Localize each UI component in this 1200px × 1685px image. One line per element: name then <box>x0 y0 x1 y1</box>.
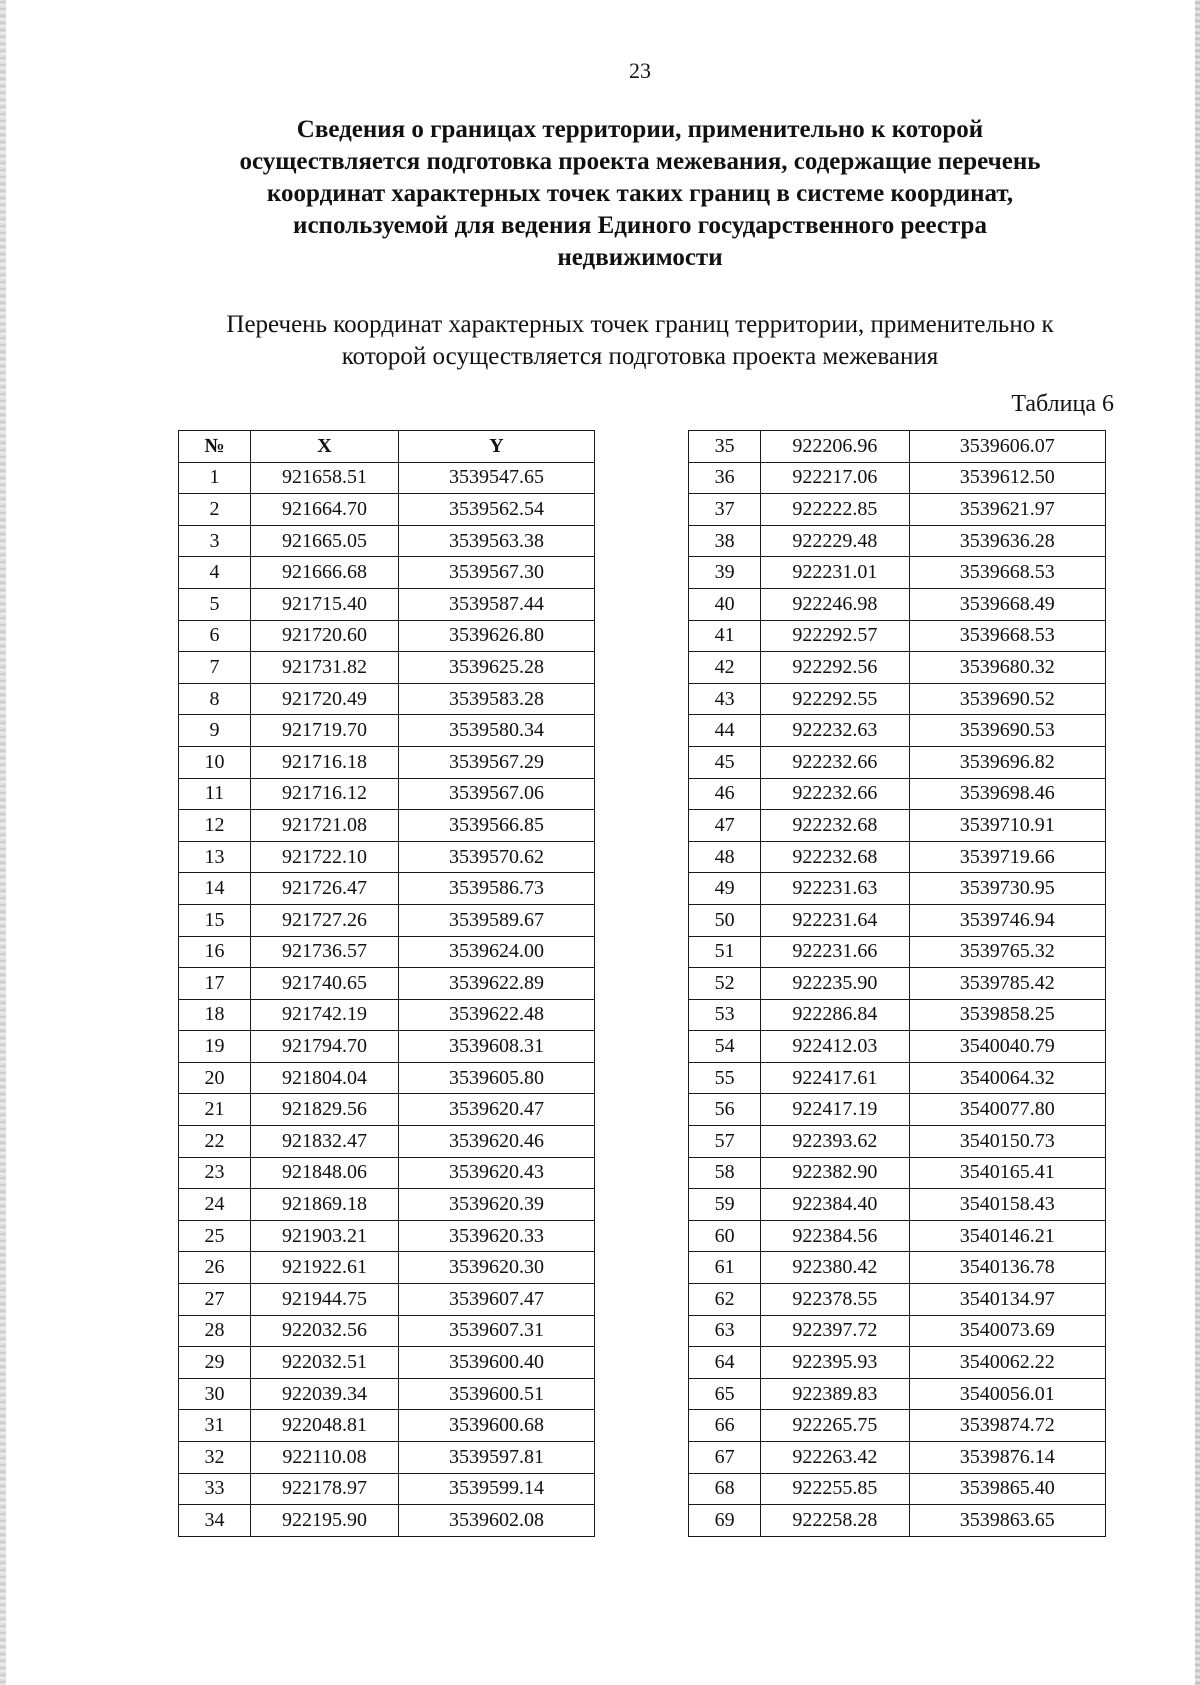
y-coordinate-cell: 3539580.34 <box>399 715 595 747</box>
x-coordinate-cell: 922292.56 <box>761 652 909 684</box>
point-number-cell: 13 <box>179 841 251 873</box>
y-coordinate-cell: 3539710.91 <box>909 810 1105 842</box>
y-coordinate-cell: 3539567.06 <box>399 778 595 810</box>
point-number-cell: 6 <box>179 620 251 652</box>
point-number-cell: 5 <box>179 588 251 620</box>
y-coordinate-cell: 3539696.82 <box>909 746 1105 778</box>
point-number-cell: 28 <box>179 1315 251 1347</box>
x-coordinate-cell: 922246.98 <box>761 588 909 620</box>
x-coordinate-cell: 921664.70 <box>251 494 399 526</box>
point-number-cell: 35 <box>689 431 761 463</box>
point-number-cell: 25 <box>179 1220 251 1252</box>
table-row <box>689 683 1106 715</box>
x-coordinate-cell: 921848.06 <box>251 1157 399 1189</box>
heading-line: используемой для ведения Единого государственного реестра <box>293 212 987 239</box>
table-row <box>179 1315 595 1347</box>
x-coordinate-cell: 922232.66 <box>761 778 909 810</box>
x-coordinate-cell: 921740.65 <box>251 968 399 1000</box>
x-coordinate-cell: 921804.04 <box>251 1062 399 1094</box>
y-coordinate-cell: 3539620.30 <box>399 1252 595 1284</box>
table-row <box>689 1315 1106 1347</box>
y-coordinate-cell: 3539566.85 <box>399 810 595 842</box>
x-coordinate-cell: 921665.05 <box>251 525 399 557</box>
table-row <box>689 746 1106 778</box>
point-number-cell: 20 <box>179 1062 251 1094</box>
y-coordinate-cell: 3539765.32 <box>909 936 1105 968</box>
table-row <box>179 1252 595 1284</box>
table-row <box>179 1189 595 1221</box>
y-coordinate-cell: 3539785.42 <box>909 968 1105 1000</box>
point-number-cell: 43 <box>689 683 761 715</box>
y-coordinate-cell: 3540150.73 <box>909 1126 1105 1158</box>
y-coordinate-cell: 3539690.53 <box>909 715 1105 747</box>
table-row <box>689 1505 1106 1537</box>
table-row <box>689 494 1106 526</box>
y-coordinate-cell: 3539620.43 <box>399 1157 595 1189</box>
point-number-cell: 54 <box>689 1031 761 1063</box>
x-coordinate-cell: 921720.60 <box>251 620 399 652</box>
heading-line: координат характерных точек таких границ в системе координат, <box>266 180 1014 207</box>
table-row <box>689 620 1106 652</box>
point-number-cell: 18 <box>179 999 251 1031</box>
y-coordinate-cell: 3539612.50 <box>909 462 1105 494</box>
point-number-cell: 61 <box>689 1252 761 1284</box>
x-coordinate-cell: 921829.56 <box>251 1094 399 1126</box>
point-number-cell: 46 <box>689 778 761 810</box>
x-coordinate-cell: 922229.48 <box>761 525 909 557</box>
table-row <box>179 1505 595 1537</box>
table-row <box>179 1094 595 1126</box>
table-row <box>179 652 595 684</box>
header-y: Y <box>399 431 595 463</box>
table-row <box>179 1031 595 1063</box>
x-coordinate-cell: 922389.83 <box>761 1378 909 1410</box>
table-row <box>689 1220 1106 1252</box>
y-coordinate-cell: 3539620.47 <box>399 1094 595 1126</box>
y-coordinate-cell: 3539636.28 <box>909 525 1105 557</box>
point-number-cell: 9 <box>179 715 251 747</box>
y-coordinate-cell: 3539563.38 <box>399 525 595 557</box>
x-coordinate-cell: 921736.57 <box>251 936 399 968</box>
x-coordinate-cell: 921716.18 <box>251 746 399 778</box>
y-coordinate-cell: 3539600.40 <box>399 1347 595 1379</box>
point-number-cell: 17 <box>179 968 251 1000</box>
x-coordinate-cell: 922206.96 <box>761 431 909 463</box>
y-coordinate-cell: 3539620.46 <box>399 1126 595 1158</box>
y-coordinate-cell: 3540165.41 <box>909 1157 1105 1189</box>
table-row <box>179 525 595 557</box>
point-number-cell: 42 <box>689 652 761 684</box>
table-row <box>179 1220 595 1252</box>
y-coordinate-cell: 3539600.51 <box>399 1378 595 1410</box>
point-number-cell: 2 <box>179 494 251 526</box>
header-x: X <box>251 431 399 463</box>
x-coordinate-cell: 922286.84 <box>761 999 909 1031</box>
table-row <box>689 462 1106 494</box>
point-number-cell: 64 <box>689 1347 761 1379</box>
x-coordinate-cell: 921727.26 <box>251 904 399 936</box>
point-number-cell: 41 <box>689 620 761 652</box>
y-coordinate-cell: 3540136.78 <box>909 1252 1105 1284</box>
y-coordinate-cell: 3539607.31 <box>399 1315 595 1347</box>
y-coordinate-cell: 3539668.53 <box>909 557 1105 589</box>
y-coordinate-cell: 3539624.00 <box>399 936 595 968</box>
x-coordinate-cell: 922048.81 <box>251 1410 399 1442</box>
x-coordinate-cell: 922231.66 <box>761 936 909 968</box>
list-subheading <box>160 309 1120 373</box>
x-coordinate-cell: 922417.19 <box>761 1094 909 1126</box>
x-coordinate-cell: 921719.70 <box>251 715 399 747</box>
subheading-line: Перечень координат характерных точек границ территории, применительно к <box>226 311 1054 338</box>
point-number-cell: 12 <box>179 810 251 842</box>
table-row <box>689 936 1106 968</box>
x-coordinate-cell: 922032.51 <box>251 1347 399 1379</box>
y-coordinate-cell: 3539719.66 <box>909 841 1105 873</box>
point-number-cell: 14 <box>179 873 251 905</box>
x-coordinate-cell: 921715.40 <box>251 588 399 620</box>
x-coordinate-cell: 922382.90 <box>761 1157 909 1189</box>
table-row <box>689 1347 1106 1379</box>
table-row <box>689 810 1106 842</box>
point-number-cell: 19 <box>179 1031 251 1063</box>
table-row <box>179 936 595 968</box>
x-coordinate-cell: 921666.68 <box>251 557 399 589</box>
y-coordinate-cell: 3539625.28 <box>399 652 595 684</box>
point-number-cell: 4 <box>179 557 251 589</box>
y-coordinate-cell: 3539668.53 <box>909 620 1105 652</box>
point-number-cell: 63 <box>689 1315 761 1347</box>
header-number: № <box>179 431 251 463</box>
y-coordinate-cell: 3539730.95 <box>909 873 1105 905</box>
x-coordinate-cell: 921722.10 <box>251 841 399 873</box>
table-row <box>689 1378 1106 1410</box>
y-coordinate-cell: 3540056.01 <box>909 1378 1105 1410</box>
table-row <box>689 588 1106 620</box>
point-number-cell: 51 <box>689 936 761 968</box>
x-coordinate-cell: 921869.18 <box>251 1189 399 1221</box>
scan-edge-left <box>0 0 6 1685</box>
table-row <box>689 1284 1106 1316</box>
heading-line: Сведения о границах территории, применительно к которой <box>296 116 984 143</box>
subheading-line: которой осуществляется подготовка проекта межевания <box>341 343 939 370</box>
heading-line: осуществляется подготовка проекта межевания, содержащие перечень <box>239 148 1041 175</box>
x-coordinate-cell: 922397.72 <box>761 1315 909 1347</box>
point-number-cell: 59 <box>689 1189 761 1221</box>
point-number-cell: 52 <box>689 968 761 1000</box>
x-coordinate-cell: 922412.03 <box>761 1031 909 1063</box>
y-coordinate-cell: 3539746.94 <box>909 904 1105 936</box>
table-row <box>179 873 595 905</box>
point-number-cell: 33 <box>179 1473 251 1505</box>
point-number-cell: 8 <box>179 683 251 715</box>
point-number-cell: 34 <box>179 1505 251 1537</box>
table-row <box>179 588 595 620</box>
y-coordinate-cell: 3539547.65 <box>399 462 595 494</box>
y-coordinate-cell: 3539876.14 <box>909 1442 1105 1474</box>
point-number-cell: 56 <box>689 1094 761 1126</box>
y-coordinate-cell: 3539874.72 <box>909 1410 1105 1442</box>
heading-line: недвижимости <box>557 244 723 271</box>
x-coordinate-cell: 921903.21 <box>251 1220 399 1252</box>
table-row <box>689 1473 1106 1505</box>
y-coordinate-cell: 3539698.46 <box>909 778 1105 810</box>
y-coordinate-cell: 3539586.73 <box>399 873 595 905</box>
x-coordinate-cell: 922292.55 <box>761 683 909 715</box>
x-coordinate-cell: 921922.61 <box>251 1252 399 1284</box>
table-row <box>689 1062 1106 1094</box>
table-row <box>689 1157 1106 1189</box>
y-coordinate-cell: 3539599.14 <box>399 1473 595 1505</box>
point-number-cell: 49 <box>689 873 761 905</box>
page-number: 23 <box>629 58 651 83</box>
y-coordinate-cell: 3539589.67 <box>399 904 595 936</box>
y-coordinate-cell: 3539626.80 <box>399 620 595 652</box>
x-coordinate-cell: 922378.55 <box>761 1284 909 1316</box>
x-coordinate-cell: 921742.19 <box>251 999 399 1031</box>
point-number-cell: 3 <box>179 525 251 557</box>
x-coordinate-cell: 922393.62 <box>761 1126 909 1158</box>
y-coordinate-cell: 3540062.22 <box>909 1347 1105 1379</box>
y-coordinate-cell: 3539562.54 <box>399 494 595 526</box>
point-number-cell: 37 <box>689 494 761 526</box>
table-row <box>179 462 595 494</box>
x-coordinate-cell: 922195.90 <box>251 1505 399 1537</box>
y-coordinate-cell: 3539621.97 <box>909 494 1105 526</box>
y-coordinate-cell: 3539620.33 <box>399 1220 595 1252</box>
point-number-cell: 21 <box>179 1094 251 1126</box>
point-number-cell: 32 <box>179 1442 251 1474</box>
table-row <box>689 1442 1106 1474</box>
x-coordinate-cell: 921721.08 <box>251 810 399 842</box>
y-coordinate-cell: 3539605.80 <box>399 1062 595 1094</box>
y-coordinate-cell: 3539690.52 <box>909 683 1105 715</box>
table-row <box>689 1031 1106 1063</box>
y-coordinate-cell: 3539587.44 <box>399 588 595 620</box>
x-coordinate-cell: 922292.57 <box>761 620 909 652</box>
y-coordinate-cell: 3540158.43 <box>909 1189 1105 1221</box>
table-row <box>179 999 595 1031</box>
point-number-cell: 23 <box>179 1157 251 1189</box>
x-coordinate-cell: 922032.56 <box>251 1315 399 1347</box>
coordinates-table-right <box>688 430 1106 1537</box>
table-row <box>689 557 1106 589</box>
x-coordinate-cell: 921944.75 <box>251 1284 399 1316</box>
x-coordinate-cell: 921726.47 <box>251 873 399 905</box>
x-coordinate-cell: 921731.82 <box>251 652 399 684</box>
y-coordinate-cell: 3540073.69 <box>909 1315 1105 1347</box>
x-coordinate-cell: 922231.64 <box>761 904 909 936</box>
y-coordinate-cell: 3539622.48 <box>399 999 595 1031</box>
x-coordinate-cell: 922417.61 <box>761 1062 909 1094</box>
y-coordinate-cell: 3540064.32 <box>909 1062 1105 1094</box>
y-coordinate-cell: 3540134.97 <box>909 1284 1105 1316</box>
point-number-cell: 62 <box>689 1284 761 1316</box>
table-row <box>179 841 595 873</box>
y-coordinate-cell: 3539858.25 <box>909 999 1105 1031</box>
y-coordinate-cell: 3539600.68 <box>399 1410 595 1442</box>
point-number-cell: 10 <box>179 746 251 778</box>
x-coordinate-cell: 922380.42 <box>761 1252 909 1284</box>
table-row <box>179 494 595 526</box>
x-coordinate-cell: 922384.40 <box>761 1189 909 1221</box>
point-number-cell: 26 <box>179 1252 251 1284</box>
x-coordinate-cell: 922384.56 <box>761 1220 909 1252</box>
table-row <box>179 1284 595 1316</box>
point-number-cell: 69 <box>689 1505 761 1537</box>
table-row <box>179 1157 595 1189</box>
table-row <box>179 1347 595 1379</box>
table-row <box>689 525 1106 557</box>
y-coordinate-cell: 3540040.79 <box>909 1031 1105 1063</box>
y-coordinate-cell: 3539567.29 <box>399 746 595 778</box>
table-row <box>689 652 1106 684</box>
x-coordinate-cell: 922222.85 <box>761 494 909 526</box>
table-row <box>689 715 1106 747</box>
table-row <box>179 1126 595 1158</box>
x-coordinate-cell: 921794.70 <box>251 1031 399 1063</box>
point-number-cell: 53 <box>689 999 761 1031</box>
x-coordinate-cell: 922263.42 <box>761 1442 909 1474</box>
x-coordinate-cell: 922178.97 <box>251 1473 399 1505</box>
point-number-cell: 15 <box>179 904 251 936</box>
table-row <box>179 1410 595 1442</box>
point-number-cell: 16 <box>179 936 251 968</box>
x-coordinate-cell: 922231.63 <box>761 873 909 905</box>
x-coordinate-cell: 922232.68 <box>761 841 909 873</box>
x-coordinate-cell: 922231.01 <box>761 557 909 589</box>
x-coordinate-cell: 922395.93 <box>761 1347 909 1379</box>
table-row <box>179 620 595 652</box>
point-number-cell: 39 <box>689 557 761 589</box>
point-number-cell: 47 <box>689 810 761 842</box>
y-coordinate-cell: 3539607.47 <box>399 1284 595 1316</box>
scan-edge-right <box>1195 0 1200 1685</box>
y-coordinate-cell: 3539608.31 <box>399 1031 595 1063</box>
point-number-cell: 31 <box>179 1410 251 1442</box>
table-row <box>179 1378 595 1410</box>
table-row <box>689 1189 1106 1221</box>
x-coordinate-cell: 922265.75 <box>761 1410 909 1442</box>
x-coordinate-cell: 921720.49 <box>251 683 399 715</box>
point-number-cell: 30 <box>179 1378 251 1410</box>
y-coordinate-cell: 3540077.80 <box>909 1094 1105 1126</box>
table-row <box>689 904 1106 936</box>
point-number-cell: 50 <box>689 904 761 936</box>
point-number-cell: 68 <box>689 1473 761 1505</box>
table-row <box>179 715 595 747</box>
x-coordinate-cell: 921658.51 <box>251 462 399 494</box>
point-number-cell: 65 <box>689 1378 761 1410</box>
point-number-cell: 22 <box>179 1126 251 1158</box>
point-number-cell: 55 <box>689 1062 761 1094</box>
point-number-cell: 57 <box>689 1126 761 1158</box>
x-coordinate-cell: 922110.08 <box>251 1442 399 1474</box>
y-coordinate-cell: 3539668.49 <box>909 588 1105 620</box>
x-coordinate-cell: 921832.47 <box>251 1126 399 1158</box>
table-row <box>179 683 595 715</box>
table-row <box>179 557 595 589</box>
point-number-cell: 29 <box>179 1347 251 1379</box>
table-row <box>689 999 1106 1031</box>
table-row <box>689 1126 1106 1158</box>
table-row <box>689 968 1106 1000</box>
x-coordinate-cell: 922258.28 <box>761 1505 909 1537</box>
table-row <box>179 778 595 810</box>
point-number-cell: 44 <box>689 715 761 747</box>
y-coordinate-cell: 3539863.65 <box>909 1505 1105 1537</box>
document-heading <box>140 114 1140 274</box>
table-row <box>689 1410 1106 1442</box>
x-coordinate-cell: 922232.63 <box>761 715 909 747</box>
table-row <box>179 904 595 936</box>
table-row <box>179 1442 595 1474</box>
table-row <box>179 968 595 1000</box>
point-number-cell: 66 <box>689 1410 761 1442</box>
y-coordinate-cell: 3539583.28 <box>399 683 595 715</box>
table-row <box>689 778 1106 810</box>
point-number-cell: 11 <box>179 778 251 810</box>
y-coordinate-cell: 3539606.07 <box>909 431 1105 463</box>
table-caption: Таблица 6 <box>1011 391 1114 417</box>
table-row <box>179 746 595 778</box>
point-number-cell: 45 <box>689 746 761 778</box>
point-number-cell: 40 <box>689 588 761 620</box>
y-coordinate-cell: 3539622.89 <box>399 968 595 1000</box>
x-coordinate-cell: 922217.06 <box>761 462 909 494</box>
y-coordinate-cell: 3539620.39 <box>399 1189 595 1221</box>
x-coordinate-cell: 922232.66 <box>761 746 909 778</box>
point-number-cell: 7 <box>179 652 251 684</box>
y-coordinate-cell: 3540146.21 <box>909 1220 1105 1252</box>
table-row <box>179 1473 595 1505</box>
table-row <box>689 841 1106 873</box>
table-row <box>689 431 1106 463</box>
point-number-cell: 38 <box>689 525 761 557</box>
table-row <box>689 1094 1106 1126</box>
point-number-cell: 58 <box>689 1157 761 1189</box>
y-coordinate-cell: 3539567.30 <box>399 557 595 589</box>
table-row <box>179 1062 595 1094</box>
x-coordinate-cell: 922232.68 <box>761 810 909 842</box>
y-coordinate-cell: 3539680.32 <box>909 652 1105 684</box>
point-number-cell: 60 <box>689 1220 761 1252</box>
point-number-cell: 67 <box>689 1442 761 1474</box>
point-number-cell: 48 <box>689 841 761 873</box>
y-coordinate-cell: 3539597.81 <box>399 1442 595 1474</box>
x-coordinate-cell: 922039.34 <box>251 1378 399 1410</box>
point-number-cell: 36 <box>689 462 761 494</box>
coordinates-table-left <box>178 430 595 1537</box>
table-row <box>179 810 595 842</box>
point-number-cell: 27 <box>179 1284 251 1316</box>
table-row <box>689 873 1106 905</box>
y-coordinate-cell: 3539602.08 <box>399 1505 595 1537</box>
y-coordinate-cell: 3539865.40 <box>909 1473 1105 1505</box>
x-coordinate-cell: 921716.12 <box>251 778 399 810</box>
x-coordinate-cell: 922235.90 <box>761 968 909 1000</box>
table-header-row <box>179 431 595 463</box>
x-coordinate-cell: 922255.85 <box>761 1473 909 1505</box>
table-row <box>689 1252 1106 1284</box>
point-number-cell: 1 <box>179 462 251 494</box>
point-number-cell: 24 <box>179 1189 251 1221</box>
y-coordinate-cell: 3539570.62 <box>399 841 595 873</box>
